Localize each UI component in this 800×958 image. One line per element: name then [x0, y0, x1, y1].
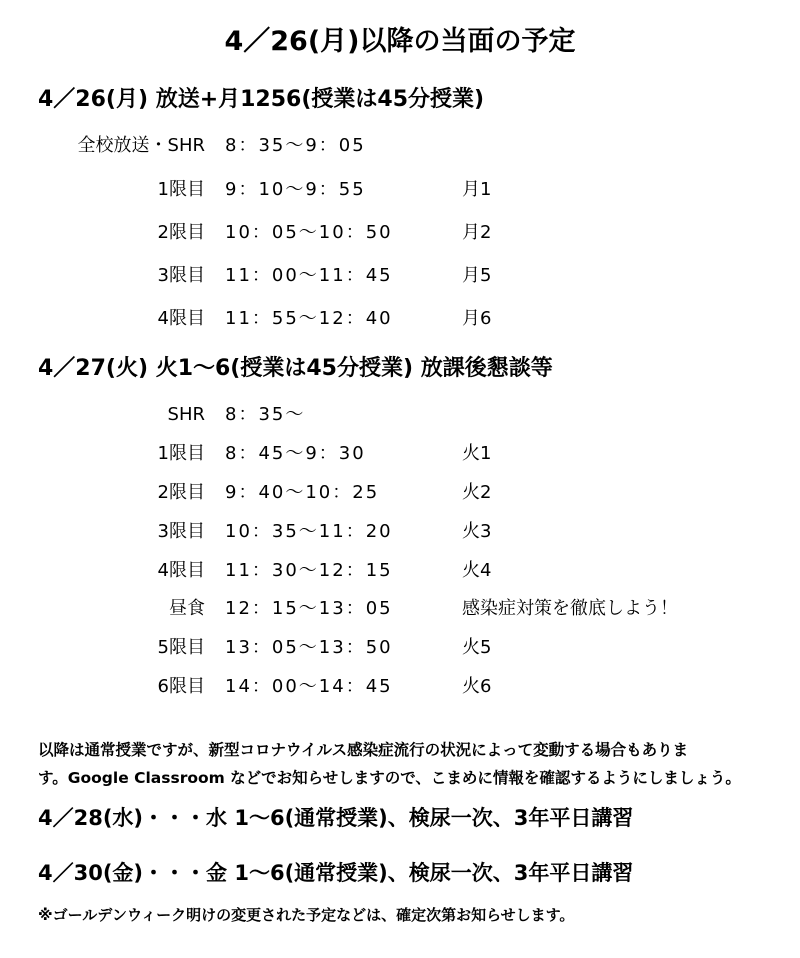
period-subject: 火1: [462, 443, 492, 464]
period-label: SHR: [167, 404, 205, 425]
period-subject: 月2: [462, 222, 492, 243]
day2-row: [0, 518, 800, 546]
period-label: 3限目: [157, 521, 205, 542]
period-time: 11：00〜11：45: [225, 265, 393, 286]
period-label: 昼食: [169, 598, 205, 619]
period-label: 5限目: [157, 637, 205, 658]
period-label: 6限目: [157, 676, 205, 697]
notice-line: す。Google Classroom などでお知らせしますので、こまめに情報を確認するようにしましょう。: [38, 769, 741, 787]
period-label: 4限目: [157, 560, 205, 581]
period-time: 11：55〜12：40: [225, 308, 393, 329]
period-label: 3限目: [157, 265, 205, 286]
period-time: 8：35〜: [225, 404, 306, 425]
period-label: 2限目: [157, 222, 205, 243]
period-time: 13：05〜13：50: [225, 637, 393, 658]
day1-row: [0, 219, 800, 247]
day1-row: [0, 305, 800, 333]
day1-heading: 4／26(月) 放送+月1256(授業は45分授業): [38, 87, 485, 112]
period-label: 全校放送・SHR: [77, 135, 205, 156]
notice-line: 以降は通常授業ですが、新型コロナウイルス感染症流行の状況によって変動する場合もありま: [38, 741, 689, 759]
period-subject: 火2: [462, 482, 492, 503]
period-time: 9：10〜9：55: [225, 179, 366, 200]
period-time: 10：35〜11：20: [225, 521, 393, 542]
day2-row: [0, 401, 800, 429]
day2-row: [0, 440, 800, 468]
period-subject: 火4: [462, 560, 492, 581]
footnote: ※ゴールデンウィーク明けの変更された予定などは、確定次第お知らせします。: [38, 906, 575, 924]
later-schedule-item: 4／28(水)・・・水 1〜6(通常授業)、検尿一次、3年平日講習: [38, 806, 634, 830]
day1-row: [0, 132, 800, 160]
period-subject: 火6: [462, 676, 492, 697]
period-subject: 感染症対策を徹底しよう！: [462, 598, 678, 619]
notice-text: [38, 736, 778, 792]
period-label: 1限目: [157, 443, 205, 464]
period-subject: 火5: [462, 637, 492, 658]
day2-row: [0, 557, 800, 585]
period-time: 10：05〜10：50: [225, 222, 393, 243]
period-subject: 月1: [462, 179, 492, 200]
day2-heading: 4／27(火) 火1〜6(授業は45分授業) 放課後懇談等: [38, 356, 553, 381]
period-subject: 月5: [462, 265, 492, 286]
page-title: 4／26(月)以降の当面の予定: [224, 26, 576, 57]
later-schedule-item: 4／30(金)・・・金 1〜6(通常授業)、検尿一次、3年平日講習: [38, 861, 634, 885]
period-subject: 火3: [462, 521, 492, 542]
day1-row: [0, 262, 800, 290]
period-label: 2限目: [157, 482, 205, 503]
period-time: 8：45〜9：30: [225, 443, 366, 464]
period-time: 11：30〜12：15: [225, 560, 393, 581]
day2-row: [0, 595, 800, 623]
day2-row: [0, 673, 800, 701]
day2-row: [0, 479, 800, 507]
period-time: 9：40〜10：25: [225, 482, 380, 503]
period-time: 12：15〜13：05: [225, 598, 393, 619]
day1-row: [0, 176, 800, 204]
period-time: 8：35〜9：05: [225, 135, 366, 156]
day2-row: [0, 634, 800, 662]
period-time: 14：00〜14：45: [225, 676, 393, 697]
period-label: 4限目: [157, 308, 205, 329]
period-label: 1限目: [157, 179, 205, 200]
period-subject: 月6: [462, 308, 492, 329]
